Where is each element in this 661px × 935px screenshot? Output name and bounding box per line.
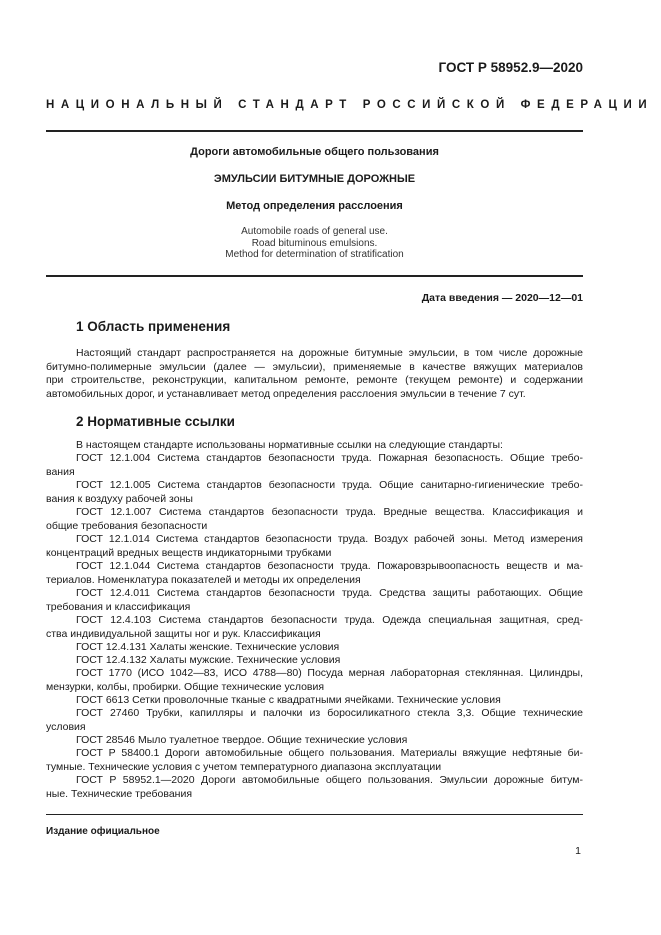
reference-item xyxy=(46,641,583,655)
reference-item xyxy=(46,479,583,506)
reference-item xyxy=(46,506,583,533)
reference-line: ГОСТ 12.1.005 Система стандартов безопасности труда. Общие санитарно-гигиенические требо- xyxy=(76,479,583,491)
reference-item xyxy=(46,614,583,641)
reference-line: ГОСТ 12.1.014 Система стандартов безопасности труда. Воздух рабочей зоны. Метод измерения xyxy=(76,533,583,545)
reference-line: вания к воздуху рабочей зоны xyxy=(46,492,193,505)
reference-line: ГОСТ Р 58400.1 Дороги автомобильные общего пользования. Материалы вяжущие нефтяные би- xyxy=(76,747,583,759)
reference-line: требования и классификация xyxy=(46,600,191,613)
reference-line: ГОСТ 12.1.044 Система стандартов безопасности труда. Пожаровзрывоопасность веществ и ма- xyxy=(76,560,583,572)
reference-item xyxy=(46,667,583,694)
reference-item xyxy=(46,707,583,734)
paragraph-line: автомобильных дорог, и устанавливает метод определения расслоения эмульсии в течение 7 сут. xyxy=(46,387,526,400)
reference-line: ные. Технические требования xyxy=(46,787,193,800)
title-divider xyxy=(46,275,583,277)
reference-line: ГОСТ 27460 Трубки, капилляры и палочки из боросиликатного стекла 3,3. Общие технические xyxy=(76,707,583,719)
section-1-paragraph xyxy=(46,347,583,401)
intro-text: В настоящем стандарте использованы нормативные ссылки на следующие стандарты: xyxy=(76,439,503,451)
reference-line: ГОСТ 12.4.132 Халаты мужские. Технические условия xyxy=(76,654,341,666)
reference-item xyxy=(46,533,583,560)
national-standard-banner: НАЦИОНАЛЬНЫЙ СТАНДАРТ РОССИЙСКОЙ ФЕДЕРАЦИИ xyxy=(46,99,654,111)
reference-line: ГОСТ 28546 Мыло туалетное твердое. Общие технические условия xyxy=(76,734,408,746)
section-2-intro xyxy=(46,439,583,453)
reference-line: мензурки, колбы, пробирки. Общие технические условия xyxy=(46,680,325,693)
document-code: ГОСТ Р 58952.9—2020 xyxy=(438,60,583,75)
reference-line: териалов. Номенклатура показателей и методы их определения xyxy=(46,573,361,586)
reference-item xyxy=(46,734,583,748)
paragraph-line: Настоящий стандарт распространяется на дорожные битумные эмульсии, в том числе дорожные xyxy=(76,347,583,359)
reference-line: ГОСТ 12.1.004 Система стандартов безопасности труда. Пожарная безопасность. Общие требо- xyxy=(76,452,583,464)
reference-line: общие требования безопасности xyxy=(46,519,208,532)
title-group: Дороги автомобильные общего пользования xyxy=(190,146,439,158)
reference-line: ГОСТ 12.1.007 Система стандартов безопасности труда. Вредные вещества. Классификация и xyxy=(76,506,583,518)
title-english-line: Method for determination of stratification xyxy=(225,249,404,260)
reference-line: тумные. Технические условия с учетом температурного диапазона эксплуатации xyxy=(46,760,442,773)
header-divider xyxy=(46,130,583,132)
introduction-date: Дата введения — 2020—12—01 xyxy=(421,292,583,304)
title-english xyxy=(46,226,583,261)
reference-line: концентраций вредных веществ индикаторными трубками xyxy=(46,546,332,559)
reference-item xyxy=(46,654,583,668)
footer-divider xyxy=(46,814,583,815)
reference-line: вания xyxy=(46,465,75,478)
reference-line: ГОСТ 1770 (ИСО 1042—83, ИСО 4788—80) Посуда мерная лабораторная стеклянная. Цилиндры, xyxy=(76,667,583,679)
section-2-heading: 2 Нормативные ссылки xyxy=(76,414,235,429)
section-1-heading: 1 Область применения xyxy=(76,319,231,334)
title-method: Метод определения расслоения xyxy=(226,200,403,212)
title-main: ЭМУЛЬСИИ БИТУМНЫЕ ДОРОЖНЫЕ xyxy=(213,173,416,185)
reference-line: ГОСТ 6613 Сетки проволочные тканые с квадратными ячейками. Технические условия xyxy=(76,694,501,706)
reference-line: ства индивидуальной защиты ног и рук. Классификация xyxy=(46,627,321,640)
paragraph-line: битумно-полимерные эмульсии (далее — эмульсии), применяемые в качестве вяжущих материалов xyxy=(46,360,583,373)
reference-item xyxy=(46,747,583,774)
reference-item xyxy=(46,452,583,479)
reference-item xyxy=(46,774,583,801)
reference-line: ГОСТ 12.4.011 Система стандартов безопасности труда. Средства защиты работающих. Общие xyxy=(76,587,583,599)
reference-line: ГОСТ 12.4.103 Система стандартов безопасности труда. Одежда специальная защитная, сред- xyxy=(76,614,583,626)
reference-line: условия xyxy=(46,720,86,733)
edition-label: Издание официальное xyxy=(46,826,160,837)
title-english-line: Automobile roads of general use. xyxy=(241,226,388,237)
reference-line: ГОСТ Р 58952.1—2020 Дороги автомобильные общего пользования. Эмульсии дорожные битум- xyxy=(76,774,583,786)
title-english-line: Road bituminous emulsions. xyxy=(251,237,378,249)
reference-line: ГОСТ 12.4.131 Халаты женские. Технические условия xyxy=(76,641,340,653)
reference-item xyxy=(46,587,583,614)
paragraph-line: при строительстве, реконструкции, капитальном ремонте, ремонте (текущем ремонте) и содержании xyxy=(46,374,583,387)
reference-item xyxy=(46,560,583,587)
reference-item xyxy=(46,694,583,708)
page-number: 1 xyxy=(575,845,581,857)
